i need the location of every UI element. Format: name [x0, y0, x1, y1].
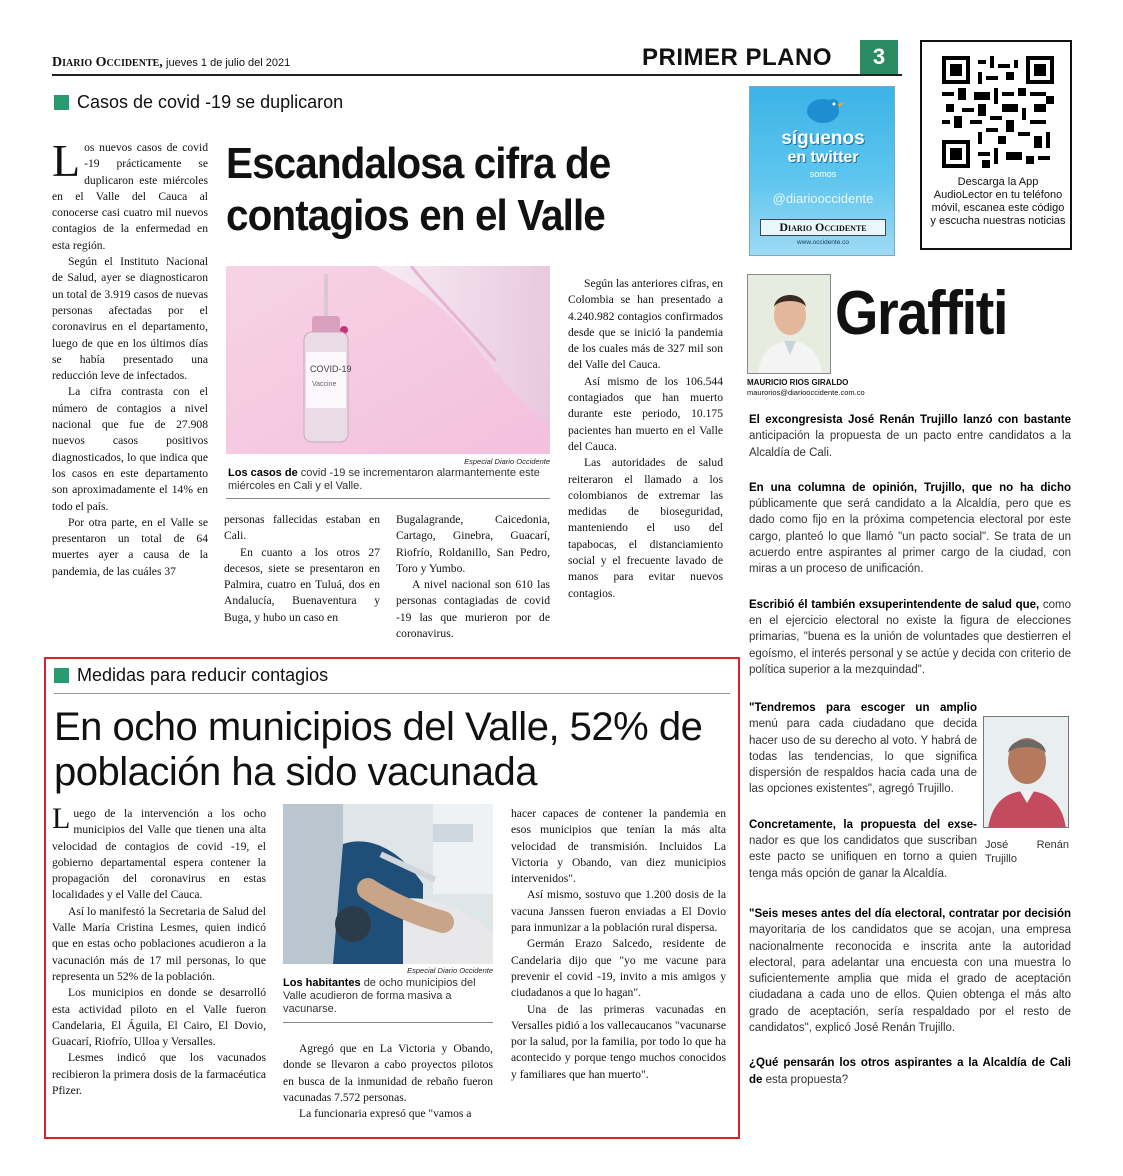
- newspaper-brand: Diario Occidente,: [52, 55, 163, 70]
- graffiti-text: menú para cada ciudadano que decida hacer uso de su derecho al voto. Y habrá de todas las tendencias, lo que significa dispersión de respaldos hacia cada una de las opciones existentes", agregó Trujillo.: [749, 718, 977, 796]
- issue-date: jueves 1 de julio del 2021: [166, 57, 291, 69]
- vial-sublabel: Vaccine: [312, 381, 337, 388]
- paragraph: Las autoridades de salud reiteraron el llamado a los colombianos de extremar las medidas de bioseguridad, manteniendo el uso del tapabocas, el distanciamiento social y el frecuente lavado de manos para evitar nuevos contagios.: [568, 456, 723, 600]
- graffiti-lead: "Seis meses antes del día electoral, contratar por decisión: [749, 908, 1071, 920]
- graffiti-column-top: [749, 412, 1071, 697]
- trujillo-portrait: [984, 717, 1069, 828]
- vaccination-image: [283, 804, 493, 964]
- kicker-rule: [54, 693, 730, 694]
- graffiti-lead: El excongresista José Renán Trujillo lanzó con bastante: [749, 414, 1071, 426]
- columnist-email[interactable]: maurorios@diariooccidente.com.co: [747, 388, 865, 397]
- graffiti-column-bottom: [749, 906, 1071, 1107]
- top-story-column-1: [52, 135, 208, 580]
- paragraph: Así mismo, sostuvo que 1.200 dosis de la vacuna Janssen fueron enviadas a El Dovio para inmunizar a la población rural dispersa.: [511, 888, 726, 935]
- paragraph: Los municipios en donde se desarrolló esta actividad piloto en el Valle fueron Candelaria, El Águila, El Cairo, El Dovio, Guacarí, Riofrío, Ulloa y Versalles.: [52, 986, 266, 1049]
- twitter-ad-follow: síguenos: [781, 128, 865, 149]
- graffiti-column-mid: [749, 700, 977, 901]
- paragraph: En cuanto a los otros 27 decesos, siete se presentaron en Palmira, cuatro en Tuluá, dos en Andalucía, Buenaventura y Buga, y hubo un caso en: [224, 545, 380, 624]
- paragraph: Una de las primeras vacunadas en Versalles pidió a los vallecaucanos "vacunarse por la salud, por la familia, por todo lo que ha acontecido y porque tengo muchos conocidos y familiares que han muerto".: [511, 1002, 726, 1081]
- graffiti-paragraph: [749, 906, 1071, 1036]
- caption-lead: Los casos de: [228, 467, 298, 479]
- top-story-caption: [228, 467, 550, 493]
- graffiti-text: mayoritaria de los candidatos que se acojan, una empresa nacionalmente reconocida e inscrita ante la autoridad electoral, para adelantar una encuesta con una muestra lo suficientemente amplia que mida el grado de aceptación ciudadana a cada uno de ellos. Quien obtenga el más alto grado de aceptación, sería respaldado por el resto de candidatos", explicó José Renán Trujillo.: [749, 924, 1071, 1035]
- paragraph: os nuevos casos de covid -19 prácticamente se duplicaron este miércoles en el Valle del Cauca al conocerse casi cuatro mil nuevos contagios de la enfermedad en esta región.: [52, 141, 208, 252]
- paragraph: hacer capaces de contener la pandemia en esos municipios que tenían la más alta velocidad de transmisión. Incluidos La Victoria y Obando, van diez municipios intervenidos".: [511, 807, 726, 886]
- graffiti-paragraph: [749, 412, 1071, 461]
- paragraph: Según las anteriores cifras, en Colombia se han presentado a 4.240.982 contagios confirmados desde que se inició la pandemia de los cuales más de 327 mil son del Valle del Cauca.: [568, 277, 723, 372]
- top-story-column-2: [224, 512, 380, 626]
- paragraph: Lesmes indicó que los vacunados recibieron la primera dosis de la farmacéutica Pfizer.: [52, 1051, 266, 1098]
- twitter-handle: @diariooccidente: [772, 191, 874, 206]
- trujillo-photo-caption: José Renán Trujillo: [985, 839, 1069, 865]
- twitter-ad-url: www.occidente.co: [796, 239, 850, 246]
- graffiti-paragraph: [749, 480, 1071, 578]
- vial-label: COVID-19: [310, 364, 352, 374]
- graffiti-text: como en el ejercicio electoral no existe la figura de elecciones primarias, "buena es la unión de voluntades que destierren el egoísmo, el interés personal y se actúe y decida con criterio de política superior a la mezquindad".: [749, 598, 1071, 676]
- qr-instructions: Descarga la App AudioLector en tu teléfono móvil, escanea este código y escucha nuestras noticias: [930, 176, 1066, 227]
- columnist-portrait: [748, 275, 831, 374]
- graffiti-lead: Escribió él también exsuperintendente de salud que,: [749, 598, 1040, 611]
- paragraph: La funcionaria expresó que "vamos a: [299, 1107, 472, 1121]
- photo-credit: Especial Diario Occidente: [407, 966, 493, 975]
- top-story-headline: Escandalosa cifra de contagios en el Valle: [226, 139, 611, 240]
- graffiti-lead: ¿Qué pensarán los otros aspirantes a la Alcaldía de Cali de: [749, 1057, 1071, 1086]
- kicker-square-icon: [54, 668, 69, 683]
- graffiti-paragraph: [749, 700, 977, 798]
- bottom-story-column-2: [283, 1041, 493, 1122]
- kicker-square-icon: [54, 95, 69, 110]
- paragraph: Según el Instituto Nacional de Salud, ayer se diagnosticaron un total de 3.919 casos de nuevas personas afectadas por el coronavirus en el departamento, luego de que en los últimos días se había presentado una reducción leve de infectados.: [52, 255, 208, 383]
- columnist-photo: [747, 274, 831, 374]
- paragraph: Agregó que en La Victoria y Obando, donde se llevaron a cabo proyectos pilotos en busca de la inmunidad de rebaño fueron vacunadas 7.572 personas.: [283, 1042, 493, 1104]
- graffiti-lead: Concretamente, la propuesta del exse-: [749, 818, 977, 831]
- twitter-bird-icon: [750, 91, 896, 131]
- paragraph: Así lo manifestó la Secretaria de Salud del Valle María Cristina Lesmes, quien indicó que en estas ocho poblaciones acudieron a la vacunación más de 17 mil personas, lo que representa un 52% de la población.: [52, 904, 266, 983]
- caption-text: covid -19 se incrementaron alarmantemente este miércoles en Cali y el Valle.: [228, 467, 540, 492]
- graffiti-text: públicamente que será candidato a la Alcaldía, pero que es dado como fijo en la próxima competencia electoral por este cargo, planteó lo que llamó "un pacto social". Se trata de un acuerdo entre aspirantes al primer cargo de la ciudad, con miras a un proceso de unificación.: [749, 498, 1071, 576]
- paragraph: Por otra parte, en el Valle se presentaron un total de 64 muertes ayer a causa de la pandemia, de las cuáles 37: [52, 515, 208, 578]
- twitter-ad-line2: en twitter: [787, 149, 859, 166]
- graffiti-paragraph: [749, 1055, 1071, 1088]
- section-title: PRIMER PLANO: [642, 44, 833, 71]
- bottom-story-kicker: [54, 665, 328, 686]
- caption-lead: Los habitantes: [283, 977, 361, 989]
- masthead: [52, 54, 290, 71]
- graffiti-text: nador es que los candidatos que suscriban este pacto se unifiquen en torno a quien tenga más opción de ganar la Alcaldía.: [749, 835, 977, 880]
- paragraph: personas fallecidas estaban en Cali.: [224, 513, 380, 543]
- top-story-column-3: [396, 512, 550, 642]
- bottom-story-caption: [283, 977, 493, 1016]
- vaccine-vial-image: [226, 266, 550, 454]
- paragraph: A nivel nacional son 610 las personas contagiadas de covid -19 las que murieron por de coronavirus.: [396, 578, 550, 641]
- twitter-ad-logo: Diario Occidente: [760, 219, 886, 236]
- twitter-ad-line3: somos: [809, 169, 837, 179]
- paragraph: Germán Erazo Salcedo, residente de Candelaria dijo que "yo me vacune para prevenir el covid -19, invito a mis amigos y ciudadanos a que lo hagan".: [511, 937, 726, 1000]
- graffiti-title: Graffiti: [835, 279, 1008, 348]
- top-story-kicker: [54, 92, 343, 113]
- caption-rule: [226, 498, 550, 499]
- dropcap: L: [52, 802, 71, 835]
- caption-rule: [283, 1022, 493, 1023]
- paragraph: Bugalagrande, Caicedonia, Cartago, Ginebra, Guacarí, Riofrío, Roldanillo, San Pedro, Toro y Yumbo.: [396, 513, 550, 575]
- paragraph: Así mismo de los 106.544 contagiados que han muerto durante este periodo, 10.175 pacientes han muerto en el Valle del Cauca.: [568, 374, 723, 453]
- graffiti-paragraph: [749, 597, 1071, 678]
- qr-code-box[interactable]: [920, 40, 1072, 250]
- graffiti-paragraph: [749, 817, 977, 882]
- top-story-column-4: [568, 276, 723, 602]
- kicker-text: Medidas para reducir contagios: [77, 665, 329, 685]
- columnist-name: MAURICIO RIOS GIRALDO: [747, 378, 849, 387]
- caption-text: de ocho municipios del Valle acudieron de forma masiva a vacunarse.: [283, 977, 476, 1015]
- graffiti-lead: En una columna de opinión, Trujillo, que no ha dicho: [749, 481, 1071, 494]
- kicker-text: Casos de covid -19 se duplicaron: [77, 92, 344, 112]
- graffiti-lead: "Tendremos para escoger un amplio: [749, 702, 977, 714]
- top-story-photo: [226, 266, 550, 454]
- paragraph: uego de la intervención a los ocho municipios del Valle que tienen una alta velocidad de contagios de covid -19, el gobierno departamental espera contener la propagación del coronavirus en estas localidades y el Valle del Cauca.: [52, 807, 266, 902]
- graffiti-text: esta propuesta?: [765, 1073, 849, 1086]
- header-rule: [52, 74, 902, 76]
- trujillo-photo: [983, 716, 1069, 828]
- graffiti-text: anticipación la propuesta de un pacto entre candidatos a la Alcaldía de Cali.: [749, 430, 1071, 459]
- paragraph: La cifra contrasta con el número de contagios a nivel nacional que fue de 27.908 nuevos casos positivos diagnosticados, lo que indica que los casos en este departamento son aproximadamente el 14% en todo el país.: [52, 385, 208, 513]
- photo-credit: Especial Diario Occidente: [464, 457, 550, 466]
- bottom-story-photo: [283, 804, 493, 964]
- qr-code-icon: [942, 56, 1054, 168]
- twitter-ad[interactable]: [749, 86, 895, 256]
- bottom-story-headline: En ocho municipios del Valle, 52% de población ha sido vacunada: [54, 705, 703, 794]
- bottom-story-column-3: [511, 806, 726, 1083]
- dropcap: L: [52, 135, 81, 186]
- bottom-story-column-1: [52, 802, 266, 1099]
- page-number-badge: 3: [860, 40, 898, 74]
